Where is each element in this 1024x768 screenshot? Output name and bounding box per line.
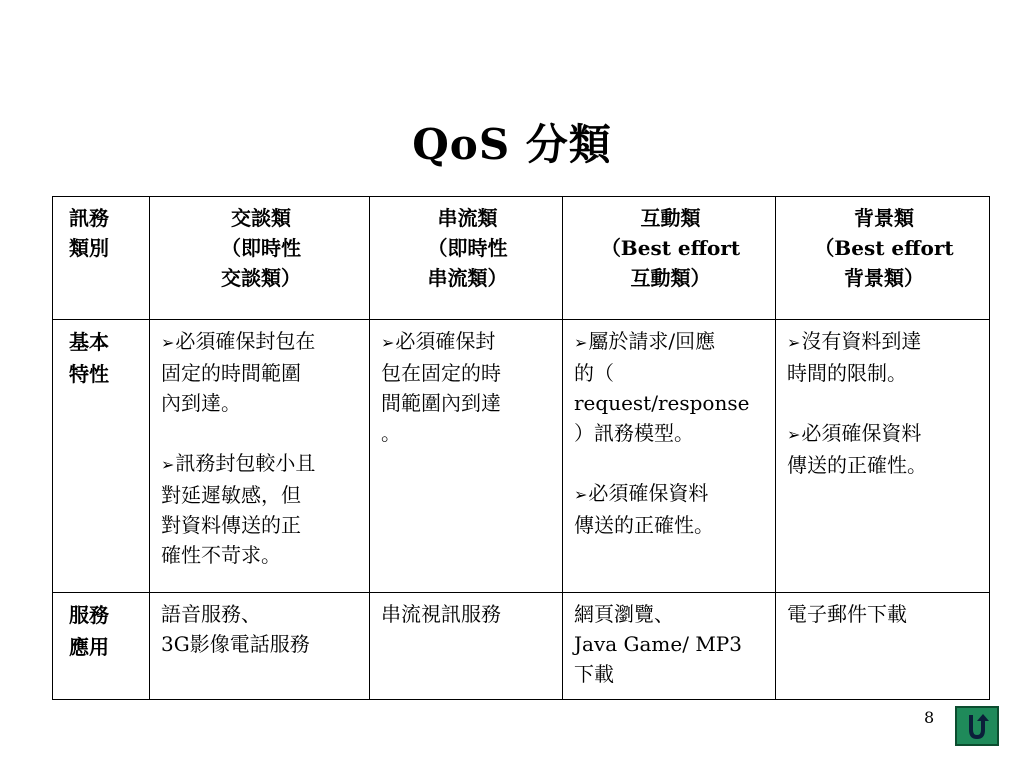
header-line: （即時性: [221, 236, 301, 260]
bullet-item: [381, 326, 554, 448]
qos-classification-table: [52, 196, 990, 700]
row-label-basic-characteristics: [53, 320, 150, 593]
cell-text: 包在固定的時: [381, 361, 501, 385]
header-conversational-class: [150, 197, 370, 320]
arrow-bullet-icon: ➢: [574, 333, 588, 352]
cell-text: 內到達。: [161, 391, 241, 415]
return-button[interactable]: [955, 706, 999, 746]
header-line: 串流類: [437, 206, 498, 230]
header-line: 背景類: [854, 206, 914, 230]
header-interactive-class: [563, 197, 776, 320]
arrow-bullet-icon: ➢: [161, 455, 175, 474]
header-line: （Best effort: [814, 236, 954, 260]
table-row-basic-characteristics: [53, 320, 990, 593]
row-label-service-applications: [53, 593, 150, 700]
header-line: 背景類）: [844, 266, 924, 290]
header-line: 交談類）: [221, 266, 301, 290]
cell-text: ）訊務模型。: [574, 421, 694, 445]
bullet-item: [161, 326, 361, 418]
row-label-line: 服務: [69, 603, 109, 627]
cell-interactive-services: [563, 593, 776, 700]
header-line: 訊務: [69, 206, 109, 230]
cell-streaming-characteristics: [370, 320, 563, 593]
bullet-item: [574, 326, 767, 448]
cell-text: 間範圍內到達: [381, 391, 501, 415]
cell-text: 訊務封包較小且: [175, 451, 316, 475]
cell-streaming-services: [370, 593, 563, 700]
cell-text: 沒有資料到達: [801, 329, 922, 353]
cell-text: 3G影像電話服務: [161, 632, 310, 656]
arrow-bullet-icon: ➢: [161, 333, 175, 352]
arrow-bullet-icon: ➢: [787, 333, 801, 352]
cell-text: 傳送的正確性。: [787, 453, 927, 477]
cell-interactive-characteristics: [563, 320, 776, 593]
slide-title: QoS 分類: [412, 120, 612, 169]
header-line: 串流類）: [427, 266, 508, 290]
header-line: 交談類: [231, 206, 291, 230]
cell-text: 屬於請求/回應: [588, 329, 716, 353]
header-line: （Best effort: [600, 236, 741, 260]
bullet-item: [574, 478, 767, 540]
cell-text: Java Game/ MP3: [574, 632, 742, 656]
cell-text: 傳送的正確性。: [574, 513, 714, 537]
cell-conversational-characteristics: [150, 320, 370, 593]
cell-text: 固定的時間範圍: [161, 361, 301, 385]
header-line: 互動類）: [630, 266, 711, 290]
cell-text: 必須確保資料: [801, 421, 922, 445]
cell-text: 確性不苛求。: [161, 543, 281, 567]
cell-text: 電子郵件下載: [787, 602, 907, 626]
cell-background-services: [776, 593, 990, 700]
row-label-line: 特性: [69, 362, 109, 386]
cell-text: 網頁瀏覽、: [574, 602, 674, 626]
row-label-line: 基本: [69, 330, 109, 354]
cell-text: 。: [381, 421, 401, 445]
arrow-bullet-icon: ➢: [787, 425, 801, 444]
header-line: 類別: [69, 236, 109, 260]
row-label-line: 應用: [69, 635, 109, 659]
u-turn-return-icon: [962, 711, 992, 741]
cell-text: 必須確保資料: [588, 481, 709, 505]
cell-text: 下載: [574, 662, 614, 686]
header-background-class: [776, 197, 990, 320]
cell-text: 串流視訊服務: [381, 602, 501, 626]
cell-text: 的（: [574, 361, 614, 385]
bullet-item: [787, 418, 981, 480]
header-line: （即時性: [427, 236, 508, 260]
bullet-item: [787, 326, 981, 388]
header-line: 互動類: [640, 206, 701, 230]
arrow-bullet-icon: ➢: [381, 333, 395, 352]
cell-text: request/response: [574, 391, 750, 415]
cell-text: 必須確保封包在: [175, 329, 316, 353]
cell-text: 對資料傳送的正: [161, 513, 301, 537]
cell-conversational-services: [150, 593, 370, 700]
header-streaming-class: [370, 197, 563, 320]
cell-text: 語音服務、: [161, 602, 261, 626]
table-header-row: [53, 197, 990, 320]
cell-background-characteristics: [776, 320, 990, 593]
bullet-item: [161, 448, 361, 570]
table-row-service-applications: [53, 593, 990, 700]
page-number: 8: [924, 708, 935, 727]
cell-text: 必須確保封: [395, 329, 496, 353]
header-traffic-category: [53, 197, 150, 320]
arrow-bullet-icon: ➢: [574, 485, 588, 504]
cell-text: 時間的限制。: [787, 361, 907, 385]
cell-text: 對延遲敏感，但: [161, 483, 301, 507]
